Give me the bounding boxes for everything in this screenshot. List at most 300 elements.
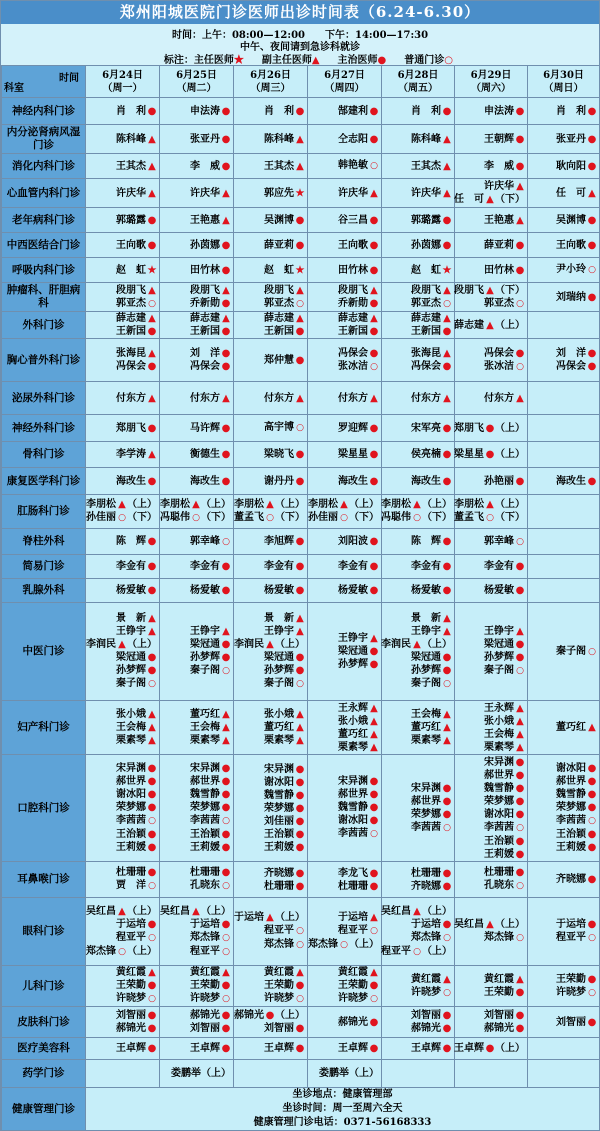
doctor-entry: 李茜茜 ○ [190, 815, 230, 826]
day-cell [308, 755, 382, 862]
doctor-entry: 董孟飞 ○（下） [234, 512, 305, 523]
doctor-entry: 李润民 ▲（上） [234, 639, 305, 650]
day-cell [455, 862, 528, 898]
day-cell [308, 233, 382, 258]
circle-icon: ○ [148, 816, 156, 826]
doctor-entry: 郝世界 ● [556, 776, 597, 787]
circle-icon: ○ [413, 946, 421, 957]
doctor-entry: 孙梦辉 ● [190, 652, 231, 663]
triangle-icon: ▲ [266, 499, 274, 510]
doctor-entry: 郜建利 ● [338, 105, 379, 117]
doctor-entry: 段朋飞 ▲ [116, 284, 156, 296]
triangle-icon: ▲ [148, 187, 156, 199]
circle-icon: ○ [443, 822, 451, 833]
dot-icon: ● [221, 842, 231, 853]
doctor-entry: 海改生 ● [190, 475, 231, 487]
triangle-icon: ▲ [222, 967, 230, 978]
header-row [2, 66, 600, 98]
dot-icon: ● [147, 980, 157, 991]
dot-icon: ● [295, 665, 305, 676]
triangle-icon: ▲ [222, 709, 230, 720]
day-cell [160, 339, 234, 382]
day-cell [160, 1007, 234, 1038]
dot-icon: ● [221, 105, 231, 117]
triangle-icon: ▲ [516, 214, 524, 226]
day-cell [86, 415, 160, 442]
doctor-entry: 罗迎辉 ● [338, 422, 379, 434]
schedule-row [2, 258, 600, 283]
dot-icon: ● [442, 665, 452, 676]
dot-icon: ● [221, 585, 231, 596]
schedule-row [2, 579, 600, 603]
dot-icon: ● [515, 756, 525, 768]
dot-icon: ● [587, 842, 597, 853]
doctor-entry: 冯聪伟 ○（下） [381, 512, 452, 523]
doctor-entry: 李 威 ● [190, 160, 231, 172]
dot-icon: ● [442, 1023, 452, 1034]
doctor-entry: 王新国 ● [411, 326, 452, 337]
day-cell [308, 339, 382, 382]
doctor-entry: 乔新勋 ● [190, 298, 231, 309]
doctor-entry: 郭幸峰 ○ [190, 535, 230, 547]
triangle-icon: ▲ [443, 626, 451, 637]
department-name: 泌尿外科门诊 [2, 382, 86, 415]
dot-icon: ● [442, 918, 452, 930]
doctor-entry: 韩艳敏 ○ [338, 160, 378, 171]
doctor-entry: 齐晓娜 ● [411, 880, 452, 892]
doctor-entry: 荣梦娜 ● [264, 802, 305, 814]
department-name: 神经外科门诊 [2, 415, 86, 442]
dot-icon: ● [221, 867, 231, 878]
doctor-entry: 魏雪静 ● [484, 782, 525, 794]
doctor-entry: 张亚丹 ● [556, 133, 597, 145]
triangle-icon: ▲ [588, 722, 596, 733]
doctor-entry: 景 新 ▲ [116, 613, 156, 624]
day-cell [382, 755, 455, 862]
day-cell [234, 555, 308, 579]
doctor-entry: 吴渊博 ● [264, 214, 305, 226]
doctor-entry: 郑杰锋 ○ [190, 931, 230, 943]
doctor-entry: 段朋飞 ▲ [338, 285, 378, 296]
doctor-entry: 冯保会 ● [190, 361, 231, 372]
day-cell [382, 603, 455, 701]
doctor-entry: 王卓辉 ● [338, 1043, 379, 1054]
doctor-entry: 冯保会 ● [338, 347, 379, 359]
circle-icon: ○ [222, 994, 230, 1004]
circle-icon: ○ [296, 423, 304, 433]
day-cell [234, 701, 308, 755]
doctor-entry: 于运培 ● [190, 918, 231, 930]
doctor-entry: 于运培 ● [411, 918, 452, 930]
doctor-entry: 王铮宇 ▲ [411, 626, 451, 637]
doctor-entry: 许晓梦 ○ [264, 993, 304, 1004]
doctor-entry: 李学涛 ▲ [116, 449, 156, 460]
doctor-entry: 许庆华 ▲ [190, 187, 230, 199]
doctor-entry: 孙梦辉 ● [116, 665, 157, 676]
triangle-icon: ▲ [340, 499, 348, 510]
doctor-entry: 孙梦辉 ● [338, 659, 379, 670]
day-cell [308, 382, 382, 415]
dot-icon: ● [295, 449, 305, 460]
triangle-icon: ▲ [588, 187, 596, 199]
doctor-entry: 刘智丽 ● [190, 1023, 231, 1034]
doctor-entry: 王永辉 ▲ [484, 702, 524, 714]
day-cell [308, 966, 382, 1007]
doctor-entry: 赵 虹 ★ [411, 264, 452, 276]
doctor-entry: 王新国 ● [116, 326, 157, 337]
doctor-entry: 李朋松 ▲（上） [86, 499, 157, 510]
day-cell [86, 495, 160, 529]
dot-icon: ● [221, 475, 231, 487]
doctor-entry: 谢丹丹 ● [264, 475, 305, 487]
doctor-entry: 肖 利 ● [264, 105, 305, 117]
triangle-icon: ▲ [296, 735, 304, 746]
schedule-row [2, 555, 600, 579]
dot-icon: ● [147, 105, 157, 117]
triangle-icon: ▲ [516, 741, 524, 753]
day-cell [455, 701, 528, 755]
doctor-entry: 孔晓东 ○ [484, 880, 524, 891]
triangle-icon: ▲ [486, 499, 494, 510]
dot-icon: ● [147, 918, 157, 930]
doctor-entry: 王会梅 ▲ [116, 722, 156, 733]
doctor-entry: 王治颖 ● [116, 829, 157, 840]
doctor-entry: 仝志阳 ● [338, 133, 379, 145]
circle-icon: ○ [192, 513, 200, 523]
triangle-icon: ▲ [370, 728, 378, 740]
dot-icon: ● [587, 802, 597, 813]
day-cell [86, 555, 160, 579]
dot-icon: ● [221, 133, 231, 145]
doctor-entry: 段朋飞 ▲ [411, 284, 451, 296]
doctor-entry: 谢冰阳 ● [556, 763, 597, 774]
doctor-entry: 李朋松 ▲（上） [308, 499, 379, 510]
doctor-entry: 申法涛 ● [484, 105, 525, 117]
day-cell [160, 1038, 234, 1060]
dot-icon: ● [295, 980, 305, 991]
doctor-entry: 郭幸峰 ○ [484, 535, 524, 547]
doctor-entry: 魏雪静 ● [264, 789, 305, 801]
doctor-entry: 梁冠通 ● [411, 652, 452, 663]
doctor-entry: 段朋飞 ▲ [190, 285, 230, 296]
day-cell [234, 579, 308, 603]
day-cell [86, 755, 160, 862]
dot-icon: ● [515, 475, 525, 487]
header-dept-label: 科室 [4, 83, 24, 94]
day-cell [308, 442, 382, 468]
triangle-icon: ▲ [370, 285, 378, 296]
circle-icon: ○ [296, 940, 304, 950]
dot-icon: ● [295, 652, 305, 663]
doctor-entry: 冯聪伟 ○（下） [160, 512, 231, 523]
day-cell [528, 382, 600, 415]
day-cell [234, 966, 308, 1007]
day-cell [234, 1038, 308, 1060]
dot-icon: ● [265, 1010, 275, 1021]
dot-icon: ● [515, 652, 525, 663]
dot-icon: ● [442, 808, 452, 820]
circle-icon: ○ [296, 298, 304, 309]
day-cell [86, 603, 160, 701]
doctor-entry: 荣梦娜 ● [190, 802, 231, 813]
doctor-entry: 郭亚杰 ○ [411, 297, 451, 309]
circle-icon: ○ [148, 994, 156, 1004]
dot-icon: ● [147, 802, 157, 813]
schedule-row [2, 179, 600, 208]
day-cell [86, 442, 160, 468]
dot-icon: ● [587, 160, 597, 172]
triangle-icon: ▲ [148, 709, 156, 720]
doctor-entry: 孙佳丽 ○（下） [308, 512, 379, 523]
doctor-entry: 李润民 ▲（上） [86, 639, 157, 650]
doctor-entry: 梁冠通 ● [264, 652, 305, 663]
day-cell [455, 415, 528, 442]
department-name: 心血管内科门诊 [2, 179, 86, 208]
day-cell [528, 1007, 600, 1038]
day-cell [160, 98, 234, 125]
doctor-entry: 孙茵娜 ● [190, 239, 231, 251]
doctor-entry: 冯保会 ● [116, 361, 157, 372]
doctor-entry: 于运培 ● [116, 918, 157, 930]
day-cell [86, 208, 160, 233]
triangle-icon: ▲ [516, 392, 524, 404]
doctor-entry: 肖 利 ● [116, 105, 157, 117]
triangle-icon: ▲ [222, 187, 230, 199]
day-header: 6月26日 （周三） [234, 66, 308, 98]
day-cell [308, 1060, 382, 1088]
day-cell [455, 898, 528, 966]
circle-icon: ○ [222, 946, 230, 957]
dot-icon: ● [295, 1043, 305, 1054]
doctor-entry: 杜珊珊 ● [190, 867, 231, 878]
doctor-entry: 魏雪静 ● [190, 789, 231, 800]
day-cell [160, 898, 234, 966]
day-cell [308, 701, 382, 755]
day-cell [455, 1060, 528, 1088]
dot-icon: ● [442, 561, 452, 572]
day-cell [160, 283, 234, 312]
circle-icon: ○ [443, 987, 451, 998]
circle-icon: ○ [118, 946, 126, 957]
dot-icon: ● [515, 561, 525, 572]
dot-icon: ● [587, 1016, 597, 1028]
dot-icon: ● [587, 348, 597, 359]
star-icon: ★ [442, 264, 452, 276]
triangle-icon: ▲ [148, 313, 156, 324]
dot-icon: ● [147, 1010, 157, 1021]
day-cell [234, 312, 308, 339]
day-cell [308, 154, 382, 179]
doctor-entry: 许庆华 ▲ [116, 187, 156, 199]
dot-icon: ● [295, 815, 305, 827]
dot-icon: ● [221, 652, 231, 663]
dot-icon: ● [295, 841, 305, 853]
doctor-entry: 王治颖 ● [556, 829, 597, 840]
day-cell [234, 283, 308, 312]
day-cell [234, 382, 308, 415]
doctor-entry: 孙艳丽 ● [484, 475, 525, 487]
day-cell [382, 555, 455, 579]
doctor-entry: 娄鹏举（上） [171, 1068, 231, 1079]
doctor-entry: 刘瑞纳 ● [556, 291, 597, 303]
dot-icon: ● [147, 763, 157, 774]
doctor-entry: 魏雪静 ● [556, 789, 597, 800]
doctor-entry: 李金有 ● [411, 561, 452, 572]
dot-icon: ● [369, 536, 379, 547]
dot-icon: ● [221, 980, 231, 991]
triangle-icon: ▲ [370, 702, 378, 714]
doctor-entry: 李茜茜 ○ [556, 815, 596, 826]
triangle-icon: ▲ [443, 348, 451, 359]
doctor-entry: 宋异渊 ● [116, 763, 157, 774]
day-cell [160, 966, 234, 1007]
day-cell [308, 495, 382, 529]
doctor-entry: 吴红昌 ▲（上） [381, 905, 452, 917]
doctor-entry: 郝世界 ● [338, 789, 379, 800]
dot-icon: ● [221, 918, 231, 930]
dot-icon: ● [587, 239, 597, 251]
dot-icon: ● [515, 782, 525, 794]
day-cell [382, 1060, 455, 1088]
dot-icon: ● [442, 782, 452, 794]
doctor-entry: 杜珊珊 ● [264, 880, 305, 892]
doctor-entry: 王荣勤 ● [264, 980, 305, 991]
triangle-icon: ▲ [443, 973, 451, 985]
doctor-entry: 孙梦辉 ● [484, 652, 525, 663]
doctor-entry: 王其杰 ▲ [411, 160, 451, 172]
dot-icon: ● [147, 867, 157, 878]
dot-icon: ● [369, 133, 379, 145]
triangle-icon: ▲ [148, 160, 156, 172]
circle-icon: ○ [443, 932, 451, 943]
circle-icon: ○ [516, 298, 524, 309]
doctor-entry: 赵 虹 ★ [264, 264, 305, 276]
triangle-icon: ▲ [443, 187, 451, 199]
doctor-entry: 郑杰锋 ○ [264, 939, 304, 950]
doctor-entry: 李朋松 ▲（上） [381, 499, 452, 510]
doctor-entry: 杨爱敏 ● [338, 585, 379, 596]
doctor-entry: 于运培 ▲（上） [234, 912, 305, 923]
circle-icon: ○ [516, 822, 524, 833]
doctor-entry: 郭亚杰 ○ [484, 297, 524, 309]
doctor-entry: 尹小玲 ○ [556, 264, 596, 275]
triangle-icon: ▲ [296, 160, 304, 172]
day-cell [86, 862, 160, 898]
doctor-entry: 许晓梦 ○ [556, 986, 596, 998]
dot-icon: ● [147, 829, 157, 840]
doctor-entry: 薛亚莉 ● [484, 239, 525, 251]
circle-icon: ○ [296, 926, 304, 936]
dot-icon: ● [442, 795, 452, 807]
health-info-line: 健康管理门诊电话：0371-56168333 [253, 1117, 432, 1128]
circle-icon: ○ [118, 513, 126, 523]
dot-icon: ● [485, 449, 495, 460]
doctor-entry: 王新国 ● [190, 326, 231, 337]
doctor-entry: 李金有 ● [116, 561, 157, 572]
circle-icon: ○ [266, 513, 274, 523]
dot-icon: ● [221, 829, 231, 840]
triangle-icon: ▲ [296, 967, 304, 978]
dot-icon: ● [442, 105, 452, 117]
doctor-entry: 许晓梦 ○ [116, 993, 156, 1004]
doctor-entry: 魏雪静 ● [338, 802, 379, 813]
day-cell [86, 1060, 160, 1088]
day-cell [528, 579, 600, 603]
legend-item: 普通门诊○ [404, 55, 453, 66]
day-cell [308, 1038, 382, 1060]
day-cell [86, 468, 160, 495]
circle-icon: ○ [340, 513, 348, 523]
health-info-line: 坐诊地点：健康管理部 [292, 1089, 393, 1100]
doctor-entry: 王荣勤 ● [484, 987, 525, 998]
dot-icon: ● [515, 264, 525, 276]
schedule-row [2, 283, 600, 312]
dot-icon: ● [515, 835, 525, 847]
day-cell [160, 258, 234, 283]
department-name: 药学门诊 [2, 1060, 86, 1088]
day-cell [455, 179, 528, 208]
doctor-entry: 李朋松 ▲（上） [160, 499, 231, 510]
day-cell [455, 125, 528, 154]
day-cell [528, 755, 600, 862]
day-cell [455, 154, 528, 179]
doctor-entry: 张海昆 ▲ [116, 348, 156, 359]
dot-icon: ● [369, 776, 379, 787]
circle-icon: ○ [370, 926, 378, 936]
day-cell [528, 898, 600, 966]
day-cell [528, 125, 600, 154]
triangle-icon: ▲ [148, 613, 156, 624]
doctor-entry: 郭应先 ★ [264, 187, 305, 199]
dot-icon: ● [221, 1023, 231, 1034]
day-cell [160, 415, 234, 442]
doctor-entry: 程亚平 ○ [264, 925, 304, 936]
dot-icon: ● [295, 880, 305, 892]
department-name: 眼科门诊 [2, 898, 86, 966]
schedule-row [2, 701, 600, 755]
dot-icon: ● [377, 55, 387, 66]
dot-icon: ● [587, 361, 597, 372]
day-cell [234, 603, 308, 701]
dot-icon: ● [147, 842, 157, 853]
triangle-icon: ▲ [266, 912, 274, 923]
doctor-entry: 刘智丽 ● [484, 1010, 525, 1021]
day-cell [160, 1060, 234, 1088]
dot-icon: ● [369, 561, 379, 572]
doctor-entry: 衡德生 ● [190, 449, 231, 460]
dot-icon: ● [221, 561, 231, 572]
day-cell [455, 382, 528, 415]
doctor-entry: 郑杰锋 ○ [411, 931, 451, 943]
circle-icon: ○ [516, 666, 524, 676]
dot-icon: ● [147, 652, 157, 663]
department-name: 中医门诊 [2, 603, 86, 701]
day-cell [382, 154, 455, 179]
day-cell [528, 1060, 600, 1088]
doctor-entry: 郭亚杰 ○ [264, 297, 304, 309]
day-cell [528, 529, 600, 555]
doctor-entry: 段朋飞 ▲ [264, 284, 304, 296]
doctor-entry: 郝世界 ● [190, 776, 231, 787]
doctor-entry: 王荣勤 ● [556, 973, 597, 985]
triangle-icon: ▲ [192, 905, 200, 917]
day-cell [234, 179, 308, 208]
doctor-entry: 程亚平 ○（上） [381, 945, 452, 957]
day-cell [160, 468, 234, 495]
circle-icon: ○ [588, 265, 596, 275]
dot-icon: ● [147, 475, 157, 487]
doctor-entry: 海改生 ● [338, 475, 379, 487]
